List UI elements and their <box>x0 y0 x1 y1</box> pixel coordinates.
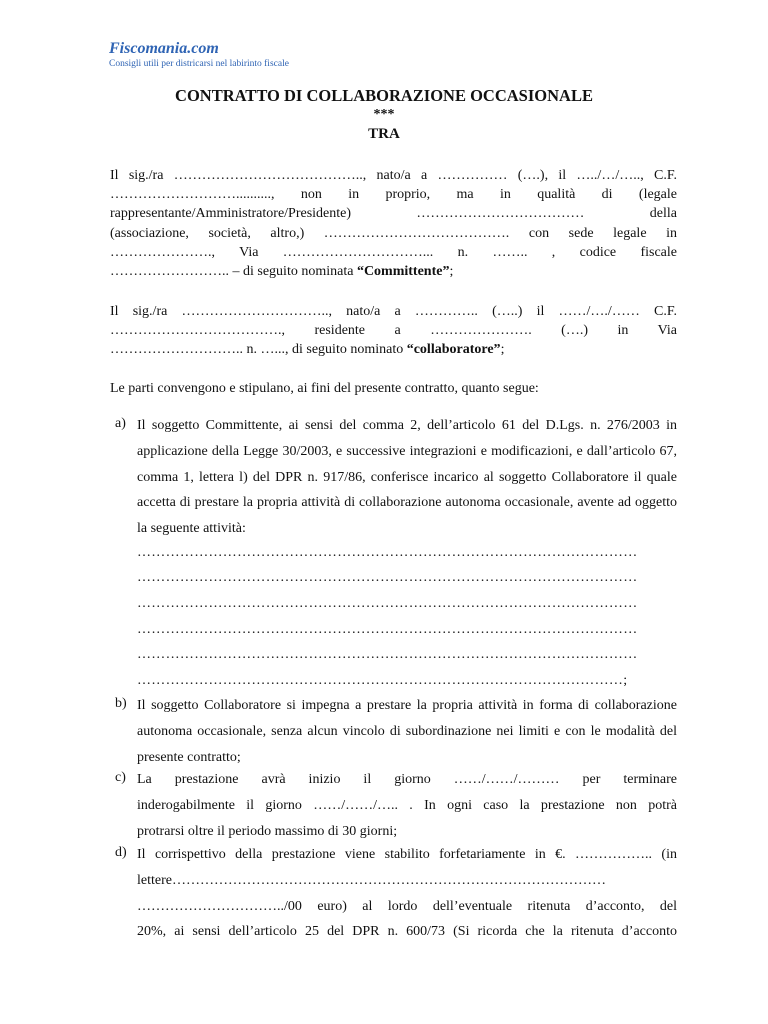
committente-line-1: Il sig./ra ………………………………….., nato/a a …………… (….), il …../…/….., C.F. <box>110 168 677 183</box>
clause-c-line-2: inderogabilmente il giorno ……/……/….. . In ogni caso la prestazione non potrà <box>137 797 677 813</box>
clause-a-text: Il soggetto Committente, ai sensi del comma 2, dell’articolo 61 del D.Lgs. n. 276/2003 in applicazione della Legge 30/2003, e successive integrazioni e modificazioni, e dall’articolo 67, comma 1, lettera l) del DPR n. 917/86, conferisce incarico al soggetto Collaboratore il quale accetta di prestare la propria attività di collaborazione autonoma occasionale, avente ad oggetto la seguente attività: <box>137 418 677 537</box>
clause-b-text: Il soggetto Collaboratore si impegna a prestare la propria attività in forma di collaborazione autonoma occasionale, senza alcun vincolo di subordinazione nei limiti e con le modalità del presente contratto; <box>137 698 677 765</box>
collaboratore-line-1: Il sig./ra ………………………….., nato/a a ………….. (…..) il ……/…./…… C.F. <box>110 304 677 319</box>
clause-d-letter: d) <box>115 845 127 860</box>
activity-line-2: …………………………………………………………………………………………… <box>137 570 638 585</box>
committente-line-2: ……………………….........., non in proprio, ma in qualità di (legale <box>110 187 677 202</box>
collaboratore-line-3 <box>110 340 677 359</box>
clause-c-line-3: protrarsi oltre il periodo massimo di 30 giorni; <box>137 823 398 839</box>
activity-line-1: …………………………………………………………………………………………… <box>137 545 638 560</box>
clause-d-line-4: 20%, ai sensi dell’articolo 25 del DPR n. 600/73 (Si ricorda che la ritenuta d’acconto <box>137 924 677 940</box>
brand-header <box>109 40 289 70</box>
committente-line-6-text: …………………….. – di seguito nominata <box>110 264 357 279</box>
intro-paragraph: Le parti convengono e stipulano, ai fini del presente contratto, quanto segue: <box>110 381 539 396</box>
activity-line-3: …………………………………………………………………………………………… <box>137 596 638 611</box>
collaboratore-label: “collaboratore” <box>406 342 501 357</box>
document-title: CONTRATTO DI COLLABORAZIONE OCCASIONALE <box>175 86 593 105</box>
title-tra: TRA <box>368 126 400 142</box>
committente-line-4: (associazione, società, altro,) …………………………………. con sede legale in <box>110 226 677 241</box>
committente-line-5: …………………., Via …………………………... n. …….. , codice fiscale <box>110 245 677 260</box>
brand-tagline: Consigli utili per districarsi nel labirinto fiscale <box>109 59 289 69</box>
committente-line-6-end: ; <box>449 264 454 279</box>
clause-a-letter: a) <box>115 416 126 431</box>
collaboratore-line-3-end: ; <box>500 342 505 357</box>
title-separator: *** <box>373 107 395 122</box>
committente-line-6 <box>110 262 677 281</box>
committente-line-3: rappresentante/Amministratore/Presidente) ……………………………… della <box>110 206 677 221</box>
activity-line-4: …………………………………………………………………………………………… <box>137 622 638 637</box>
clause-b-letter: b) <box>115 696 127 711</box>
activity-line-5: …………………………………………………………………………………………… <box>137 647 638 662</box>
clause-c-line-1: La prestazione avrà inizio il giorno ……/……/……… per terminare <box>137 772 677 787</box>
clause-d-line-2: lettere………………………………………………………………………………… <box>137 872 606 888</box>
committente-label: “Committente” <box>356 264 450 279</box>
collaboratore-line-3-text: ……………………….. n. …..., di seguito nominato <box>110 342 407 357</box>
collaboratore-line-2: ………………………………., residente a …………………. (….) in Via <box>110 323 677 338</box>
clause-d-line-1: Il corrispettivo della prestazione viene stabilito forfetariamente in €. …………….. (in <box>137 847 677 862</box>
clause-c-letter: c) <box>115 770 126 785</box>
brand-name: Fiscomania.com <box>109 40 219 57</box>
activity-line-6: …………………………………………………………………………………………; <box>137 673 628 688</box>
clause-d-line-3: …………………………../00 euro) al lordo dell’eventuale ritenuta d’acconto, del <box>137 898 677 914</box>
